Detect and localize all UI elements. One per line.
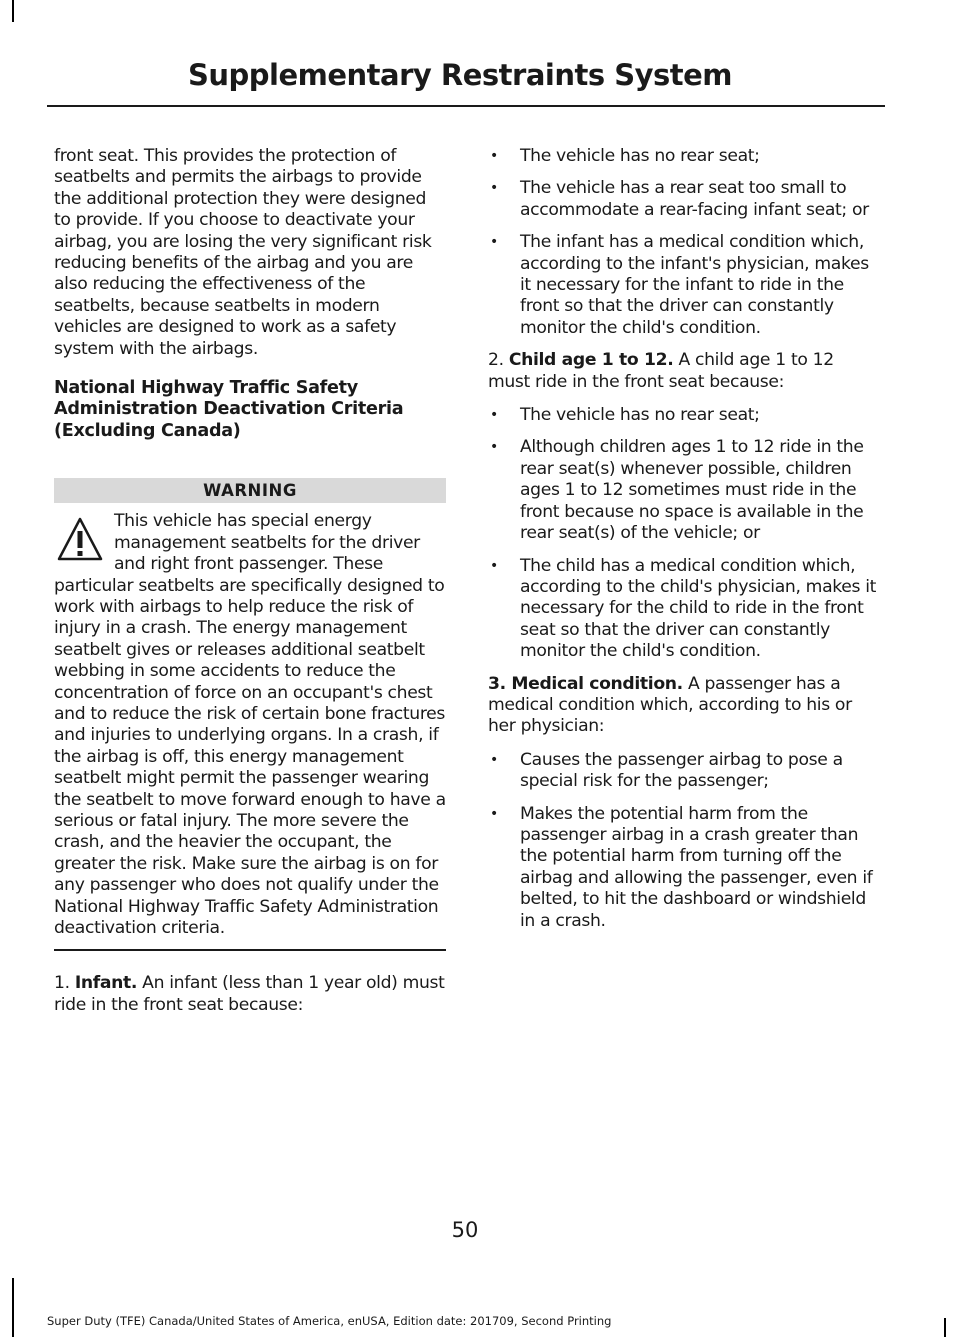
child-text: A child age 1 to 12 must ride in the front seat because:: [488, 350, 834, 392]
infant-text: An infant (less than 1 year old) must ride in the front seat because:: [54, 973, 445, 1015]
section-subheading: National Highway Traffic Safety Administration Deactivation Criteria (Excluding Canada): [54, 378, 404, 441]
warning-text: This vehicle has special energy management seatbelts for the driver and right front passenger. These particular seatbelts are specifically designed to work with airbags to help reduce the risk of injury in a crash. The energy management seatbelt gives or releases additional seatbelt webbing in some accidents to reduce the concentration of force on an occupant's chest and to reduce the risk of certain bone fractures and injuries to underlying organs. In a crash, if the airbag is off, this energy management seatbelt might permit the passenger wearing the seatbelt to move forward enough to have a serious or fatal injury. The more severe the crash, and the heavier the occupant, the greater the risk. Make sure the airbag is on for any passenger who does not qualify under the National Highway Traffic Safety Administration deactivation criteria.: [54, 511, 446, 938]
list-item: • The vehicle has no rear seat;: [488, 405, 880, 426]
crop-mark-top-left-v: [12, 0, 14, 22]
page-header-title: Supplementary Restraints System: [187, 58, 732, 92]
list-item: • The child has a medical condition which, according to the child's physician, makes it necessary for the child to ride in the front seat so that the driver can constantly monitor the child's condition.: [488, 556, 880, 663]
list-item: • The vehicle has a rear seat too small to accommodate a rear-facing infant seat; or: [488, 178, 880, 221]
crop-mark-bottom-left-v: [12, 1278, 14, 1337]
warning-box: [54, 511, 446, 939]
medical-text: A passenger has a medical condition which, according to his or her physician:: [488, 673, 852, 737]
warning-triangle-icon: [56, 513, 104, 569]
child-paragraph: [488, 350, 880, 393]
crop-mark-bottom-right-v: [944, 1318, 946, 1337]
warning-bottom-rule: [54, 949, 446, 951]
infant-number: 1.: [54, 973, 75, 994]
infant-paragraph: [54, 973, 446, 1016]
left-column: [54, 146, 446, 1034]
list-item: • Causes the passenger airbag to pose a special risk for the passenger;: [488, 750, 880, 793]
page-number: 50: [451, 1218, 479, 1242]
infant-bullet-list: [488, 146, 880, 339]
list-item: • Although children ages 1 to 12 ride in the rear seat(s) whenever possible, children ages 1 to 12 sometimes must ride in the front because no space is available in the rear seat(s) of the vehicle; or: [488, 437, 880, 544]
list-item: • The vehicle has no rear seat;: [488, 146, 880, 167]
list-item: • The infant has a medical condition which, according to the infant's physician, makes it necessary for the infant to ride in the front so that the driver can constantly monitor the child's condition.: [488, 232, 880, 339]
intro-paragraph: front seat. This provides the protection of seatbelts and permits the airbags to provide the additional protection they were designed to provide. If you choose to deactivate your airbag, you are losing the very significant risk reducing benefits of the airbag and you are also reducing the effectiveness of the seatbelts, because seatbelts in modern vehicles are designed to work as a safety system with the airbags.: [54, 146, 432, 359]
child-title: Child age 1 to 12.: [508, 350, 674, 371]
warning-banner: WARNING: [54, 478, 446, 503]
medical-paragraph: [488, 674, 880, 738]
infant-title: Infant.: [74, 973, 138, 994]
child-number: 2.: [488, 350, 509, 371]
right-column: [488, 146, 880, 943]
list-item: • Makes the potential harm from the passenger airbag in a crash greater than the potential harm from turning off the airbag and allowing the passenger, even if belted, to hit the dashboard or windshield in a crash.: [488, 804, 880, 932]
header-rule: [47, 105, 885, 107]
footer-edition-text: Super Duty (TFE) Canada/United States of America, enUSA, Edition date: 201709, Second Printing: [47, 1314, 612, 1328]
child-bullet-list: [488, 405, 880, 662]
medical-title: 3. Medical condition.: [488, 673, 683, 694]
medical-bullet-list: [488, 750, 880, 932]
